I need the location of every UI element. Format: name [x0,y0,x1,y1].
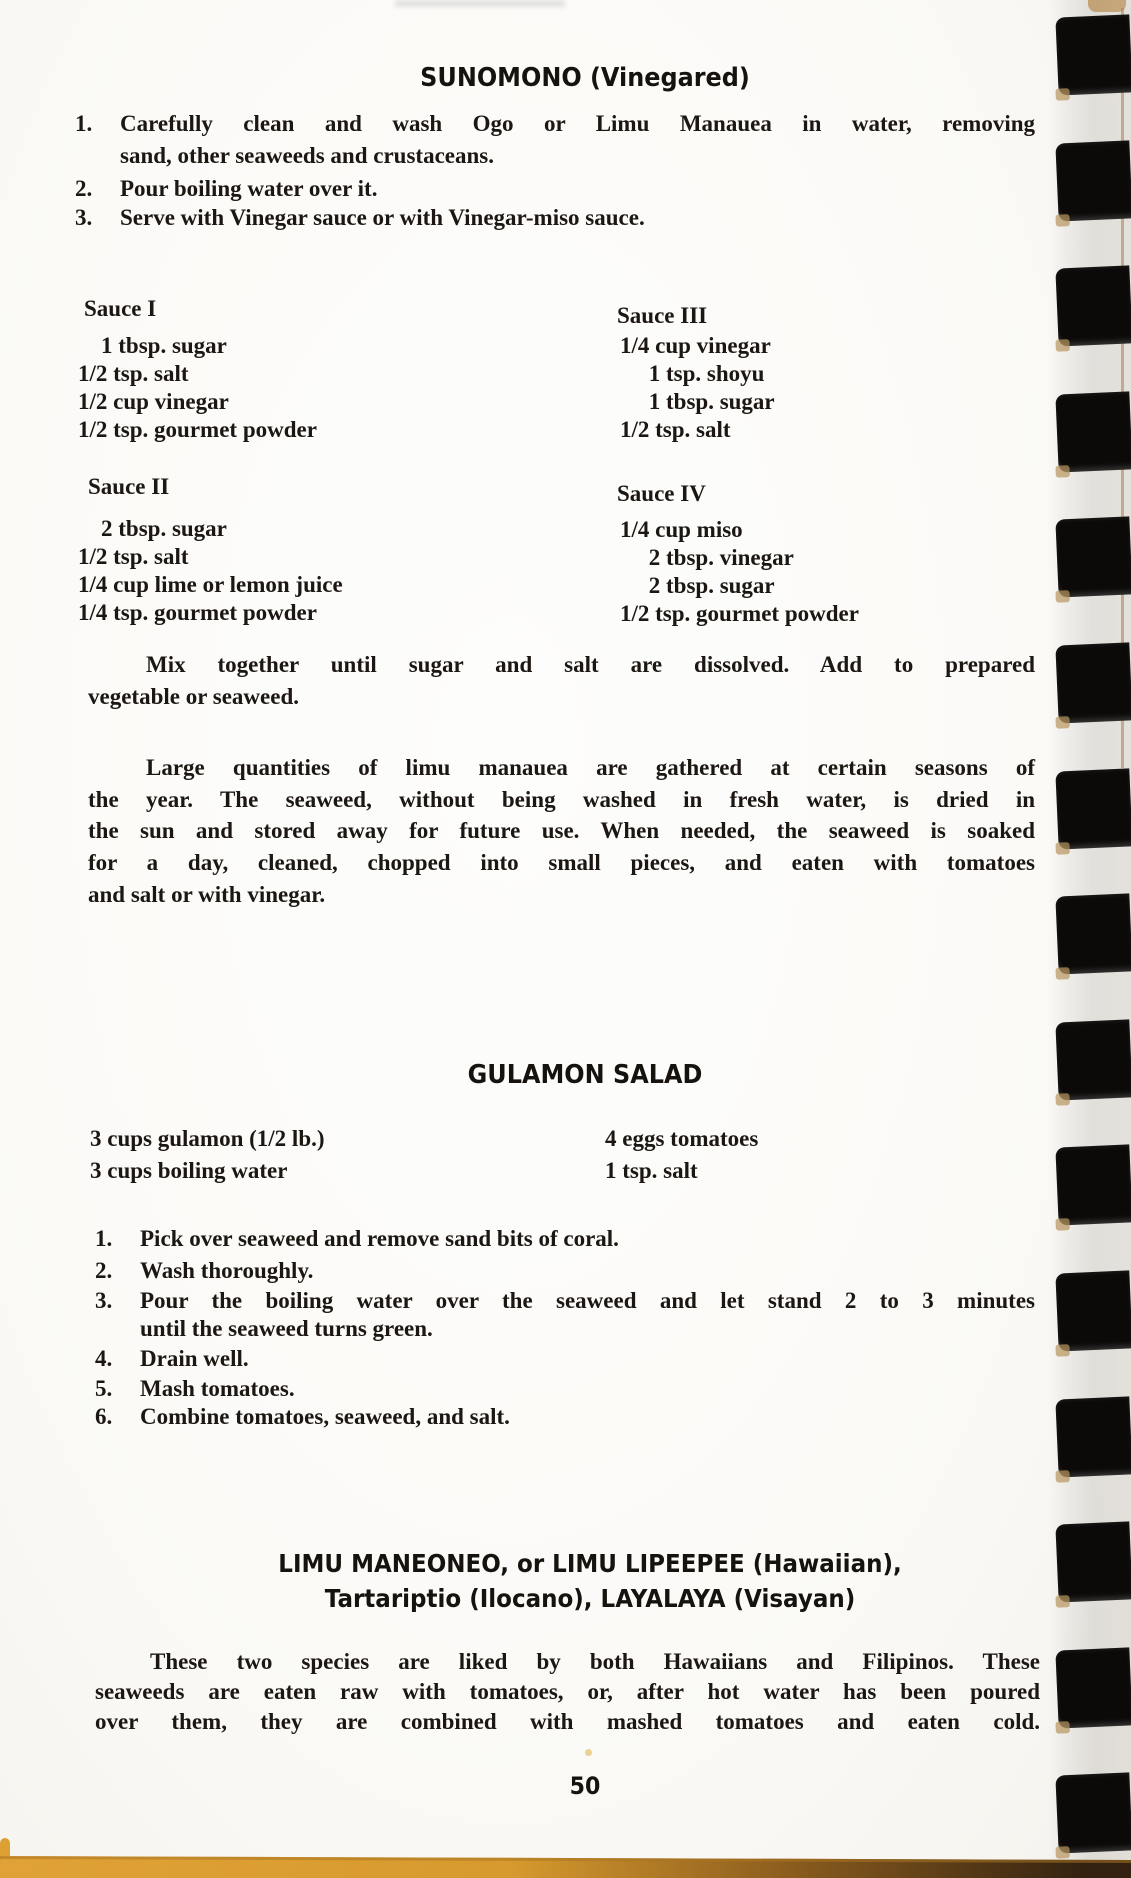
paragraph-line: Mix together until sugar and salt are dissolved. Add to prepared [146,652,1035,677]
binding-tooth [1055,1019,1131,1100]
recipe-title: GULAMON SALAD [467,1060,703,1090]
ingredient-line: 1/4 tsp. gourmet powder [78,600,317,625]
binding-tooth [1055,517,1131,598]
page-number: 50 [569,1772,601,1800]
step-text-line: Wash thoroughly. [140,1258,314,1283]
step-text-line: Pick over seaweed and remove sand bits of coral. [140,1226,619,1251]
ingredient-line: 1/2 tsp. salt [78,361,189,386]
section-title-line: Tartariptio (Ilocano), LAYALAYA (Visayan) [324,1584,856,1613]
scan-artifact-top [395,0,565,7]
binding-tooth [1055,1396,1131,1477]
binding-tooth [1055,768,1131,849]
paragraph-line: seaweeds are eaten raw with tomatoes, or, after hot water has been poured [95,1679,1040,1704]
sauce-heading: Sauce III [617,303,708,328]
ingredient-line: 4 eggs tomatoes [605,1126,759,1151]
binding-tooth [1055,1647,1131,1728]
binding-tooth [1055,894,1131,975]
recipe-title: SUNOMONO (Vinegared) [420,63,750,93]
step-text-line: Mash tomatoes. [140,1376,295,1401]
step-text-line: Serve with Vinegar sauce or with Vinegar-miso sauce. [120,205,645,230]
binding-tooth [1055,266,1131,347]
ingredient-line: 1/2 tsp. salt [620,417,731,442]
ingredient-line: 1/4 cup miso [620,517,743,542]
ingredient-line: 2 tbsp. vinegar [620,545,794,570]
binding-tooth [1055,1522,1131,1603]
step-number: 1. [95,1226,113,1251]
paragraph-line: the year. The seaweed, without being washed in fresh water, is dried in [88,787,1035,812]
ingredient-line: 3 cups boiling water [90,1158,288,1183]
paragraph-line: the sun and stored away for future use. When needed, the seaweed is soaked [88,818,1035,843]
ingredient-line: 3 cups gulamon (1/2 lb.) [90,1126,325,1151]
section-title-line: LIMU MANEONEO, or LIMU LIPEEPEE (Hawaiian), [278,1549,902,1578]
binding-tooth [1055,391,1131,472]
ingredient-line: 2 tbsp. sugar [620,573,775,598]
step-text-line: Drain well. [140,1346,249,1371]
sauce-heading: Sauce II [88,474,170,499]
ingredient-line: 1/2 tsp. salt [78,544,189,569]
binding [1048,0,1131,1878]
binding-tooth [1055,1145,1131,1226]
binding-tooth [1055,642,1131,723]
ingredient-line: 1 tsp. salt [605,1158,698,1183]
binding-tooth [1055,140,1131,221]
step-text-line: until the seaweed turns green. [140,1316,433,1341]
paragraph-line: and salt or with vinegar. [88,882,326,907]
step-number: 5. [95,1376,113,1401]
step-text-line: Pour boiling water over it. [120,176,378,201]
step-number: 4. [95,1346,113,1371]
scan-artifact-speck [585,1749,592,1756]
ingredient-line: 1/2 cup vinegar [78,389,229,414]
binding-tooth [1055,1270,1131,1351]
step-text-line: sand, other seaweeds and crustaceans. [120,143,494,168]
page-edge-bottom [0,1856,1131,1878]
ingredient-line: 1/4 cup lime or lemon juice [78,572,343,597]
binding-tooth [1055,14,1131,95]
step-number: 3. [75,205,93,230]
ingredient-line: 1/4 cup vinegar [620,333,771,358]
sauce-heading: Sauce I [84,296,157,321]
ingredient-line: 2 tbsp. sugar [78,516,227,541]
paragraph-line: Large quantities of limu manauea are gathered at certain seasons of [146,755,1035,780]
ingredient-line: 1 tsp. shoyu [620,361,765,386]
ingredient-line: 1 tbsp. sugar [620,389,775,414]
paragraph-line: over them, they are combined with mashed tomatoes and eaten cold. [95,1709,1040,1734]
step-number: 2. [75,176,93,201]
ingredient-line: 1/2 tsp. gourmet powder [78,417,317,442]
ingredient-line: 1 tbsp. sugar [78,333,227,358]
step-number: 1. [75,111,93,136]
sauce-heading: Sauce IV [617,481,706,506]
step-text-line: Carefully clean and wash Ogo or Limu Manauea in water, removing [120,111,1035,136]
step-number: 6. [95,1404,113,1429]
step-number: 3. [95,1288,113,1313]
paragraph-line: for a day, cleaned, chopped into small pieces, and eaten with tomatoes [88,850,1035,875]
ingredient-line: 1/2 tsp. gourmet powder [620,601,859,626]
step-number: 2. [95,1258,113,1283]
binding-tooth [1055,1773,1131,1854]
step-text-line: Pour the boiling water over the seaweed and let stand 2 to 3 minutes [140,1288,1035,1313]
paragraph-line: vegetable or seaweed. [88,684,299,709]
paragraph-line: These two species are liked by both Hawaiians and Filipinos. These [150,1649,1040,1674]
step-text-line: Combine tomatoes, seaweed, and salt. [140,1404,510,1429]
